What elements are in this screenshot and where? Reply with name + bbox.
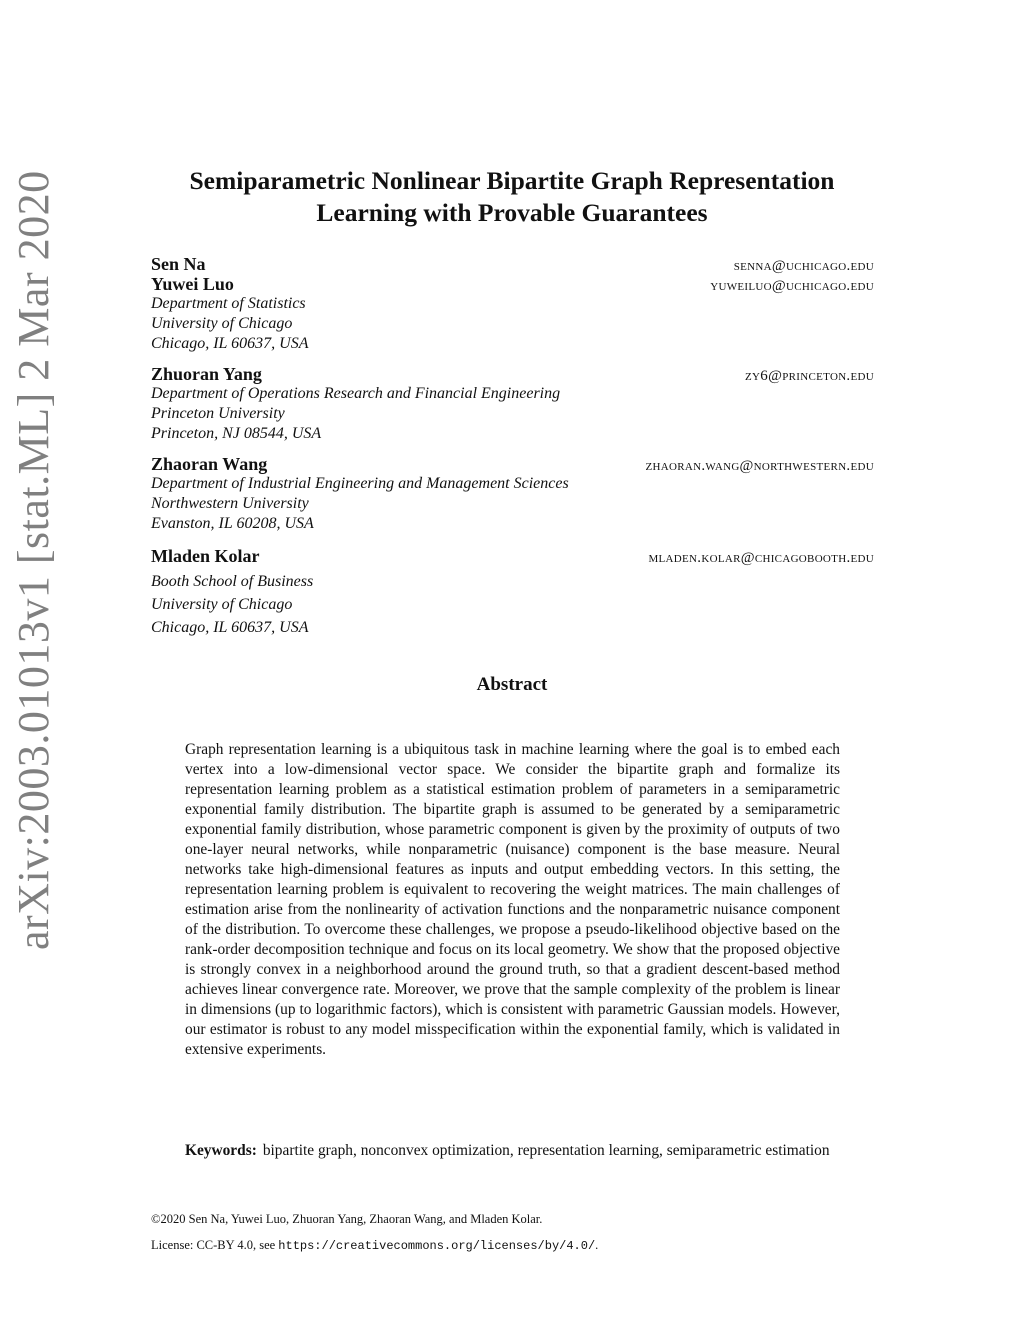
license-notice <box>151 1238 598 1253</box>
author-affiliation-line: Booth School of Business <box>151 573 314 590</box>
author-block-northwestern <box>151 454 874 534</box>
paper-title-line-2: Learning with Provable Guarantees <box>316 198 708 227</box>
keywords-section <box>185 1141 840 1161</box>
author-affiliation-line: Department of Statistics <box>151 295 306 312</box>
author-row <box>151 364 874 384</box>
author-affiliation-line: Department of Industrial Engineering and Management Sciences <box>151 475 569 492</box>
paper-title-line-1: Semiparametric Nonlinear Bipartite Graph Representation <box>189 166 835 195</box>
keywords-label: Keywords: <box>185 1142 257 1159</box>
license-prefix: License: CC-BY 4.0, see <box>151 1238 279 1252</box>
author-name: Yuwei Luo <box>151 274 234 294</box>
license-link[interactable]: https://creativecommons.org/licenses/by/4.0/ <box>278 1239 596 1253</box>
author-affiliation-line: Princeton, NJ 08544, USA <box>151 425 322 442</box>
author-name: Sen Na <box>151 254 206 274</box>
author-email[interactable]: senna@uchicago.edu <box>733 258 874 274</box>
author-email[interactable]: zy6@princeton.edu <box>745 368 874 384</box>
author-affiliation-line: University of Chicago <box>151 596 293 613</box>
author-block-booth <box>151 546 874 639</box>
author-affiliation-line: Evanston, IL 60208, USA <box>151 515 314 532</box>
author-row <box>151 274 874 294</box>
author-email[interactable]: mladen.kolar@chicagobooth.edu <box>648 550 874 566</box>
author-row <box>151 546 874 570</box>
author-affiliation-line: Northwestern University <box>151 495 309 512</box>
author-block-princeton <box>151 364 874 444</box>
author-affiliation-line: Chicago, IL 60637, USA <box>151 335 309 352</box>
author-affiliation-line: Princeton University <box>151 405 285 422</box>
author-block-chicago-stats <box>151 254 874 354</box>
license-suffix: . <box>595 1238 599 1252</box>
author-affiliation-line: Department of Operations Research and Financial Engineering <box>151 385 561 402</box>
abstract-text: Graph representation learning is a ubiquitous task in machine learning where the goal is to embed each vertex into a low-dimensional vector space. We consider the bipartite graph and formalize its representation learning problem as a statistical estimation problem of parameters in a semiparametric exponential family distribution. The bipartite graph is assumed to be generated by a semiparametric exponential family distribution, whose parametric component is given by the proximity of outputs of two one-layer neural networks, while nonparametric (nuisance) component is the base measure. Neural networks take high-dimensional features as inputs and output embedding vectors. In this setting, the representation learning problem is equivalent to recovering the weight matrices. The main challenges of estimation arise from the nonlinearity of activation functions and the nonparametric nuisance component of the distribution. To overcome these challenges, we propose a pseudo-likelihood objective based on the rank-order decomposition technique and focus on its local geometry. We show that the proposed objective is strongly convex in a neighborhood around the ground truth, so that a gradient descent-based method achieves linear convergence rate. Moreover, we prove that the sample complexity of the problem is linear in dimensions (up to logarithmic factors), which is consistent with parametric Gaussian models. However, our estimator is robust to any model misspecification within the exponential family, which is validated in extensive experiments. <box>185 741 840 1058</box>
author-affiliation-line: University of Chicago <box>151 315 293 332</box>
arxiv-identifier-stamp[interactable]: arXiv:2003.01013v1 [stat.ML] 2 Mar 2020 <box>9 170 58 950</box>
author-email[interactable]: zhaoran.wang@northwestern.edu <box>645 458 874 474</box>
paper-title <box>0 165 1024 229</box>
author-email[interactable]: yuweiluo@uchicago.edu <box>710 278 874 294</box>
keywords-text: bipartite graph, nonconvex optimization, representation learning, semiparametric estimation <box>262 1142 830 1159</box>
author-row <box>151 254 874 274</box>
author-name: Zhaoran Wang <box>151 454 268 474</box>
author-affiliation-line: Chicago, IL 60637, USA <box>151 619 309 636</box>
author-row <box>151 454 874 474</box>
copyright-notice: ©2020 Sen Na, Yuwei Luo, Zhuoran Yang, Zhaoran Wang, and Mladen Kolar. <box>151 1212 543 1226</box>
author-name: Zhuoran Yang <box>151 364 262 384</box>
abstract-heading: Abstract <box>476 674 548 695</box>
author-name: Mladen Kolar <box>151 546 260 566</box>
